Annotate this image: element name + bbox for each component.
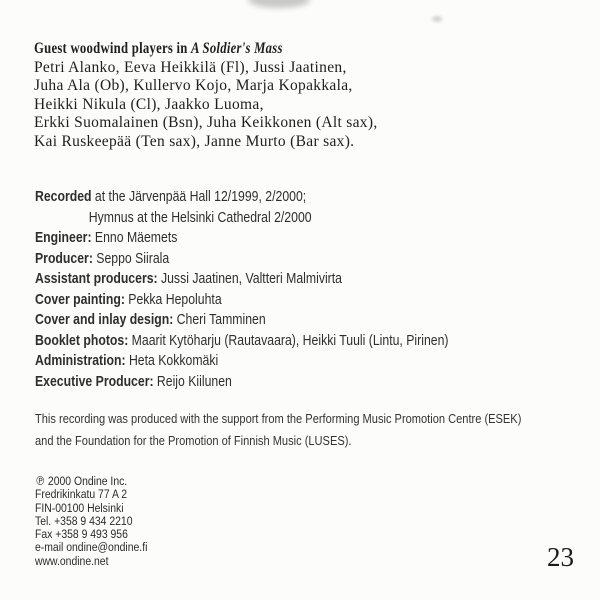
credit-label: Administration:: [35, 353, 126, 369]
credit-value: Jussi Jaatinen, Valtteri Malmivirta: [160, 271, 342, 287]
publisher-city: FIN-00100 Helsinki: [35, 500, 124, 515]
credit-line: [35, 331, 600, 352]
publisher-address-block: [35, 474, 600, 568]
credit-line: [35, 290, 600, 311]
credit-label: Cover painting:: [35, 291, 125, 308]
scan-smudge-icon: [248, 0, 310, 8]
publisher-website: www.ondine.net: [35, 553, 109, 568]
credit-label: Assistant producers:: [35, 271, 158, 287]
publisher-copyright-line: [35, 474, 600, 488]
credit-value: Reijo Kiilunen: [156, 373, 232, 390]
credit-line: [35, 249, 600, 270]
credit-line: [35, 269, 600, 290]
support-note-line: This recording was produced with the support from the Performing Music Promotion Centre (ESEK): [35, 411, 522, 426]
player-line: Kai Ruskeepää (Ten sax), Janne Murto (Bar sax).: [34, 132, 355, 150]
credit-line: [35, 351, 600, 372]
player-line: Petri Alanko, Eeva Heikkilä (Fl), Jussi Jaatinen,: [34, 58, 347, 76]
credit-value: Seppo Siirala: [96, 250, 170, 267]
credit-label: Booklet photos:: [35, 332, 129, 349]
scan-smudge-icon: [432, 16, 442, 22]
credit-label: Producer:: [35, 250, 93, 267]
support-note: [35, 408, 600, 451]
guest-players-section: [34, 40, 594, 152]
credits-section: [35, 187, 600, 392]
credit-line: [35, 310, 600, 331]
player-line: Heikki Nikula (Cl), Jaakko Luoma,: [34, 95, 264, 113]
publisher-phone: Tel. +358 9 434 2210: [35, 513, 133, 528]
publisher-fax: Fax +358 9 493 956: [35, 527, 128, 542]
credit-line: [35, 372, 600, 393]
credit-label: Recorded: [35, 189, 92, 205]
publisher-email: e-mail ondine@ondine.fi: [35, 540, 148, 555]
publisher-name: 2000 Ondine Inc.: [47, 474, 128, 488]
phonogram-copyright-icon: ℗: [35, 473, 46, 488]
player-line: Juha Ala (Ob), Kullervo Kojo, Marja Kopakkala,: [34, 77, 353, 95]
credit-value: at the Järvenpää Hall 12/1999, 2/2000;: [94, 189, 307, 205]
heading-text: Guest woodwind players in: [34, 40, 192, 57]
credit-line-recorded-continued: Hymnus at the Helsinki Cathedral 2/2000: [88, 209, 312, 226]
credit-value: Heta Kokkomäki: [128, 353, 219, 369]
credit-label: Executive Producer:: [35, 373, 154, 390]
credit-value: Enno Mäemets: [94, 230, 178, 246]
support-note-line: and the Foundation for the Promotion of Finnish Music (LUSES).: [35, 432, 352, 448]
credit-value: Maarit Kytöharju (Rautavaara), Heikki Tuuli (Lintu, Pirinen): [131, 332, 449, 349]
guest-section-heading: [34, 40, 493, 59]
publisher-street: Fredrikinkatu 77 A 2: [35, 487, 127, 502]
credit-label: Cover and inlay design:: [35, 312, 174, 328]
heading-work-title: A Soldier's Mass: [191, 40, 283, 57]
player-line: Erkki Suomalainen (Bsn), Juha Keikkonen (Alt sax),: [34, 114, 378, 132]
credit-value: Cheri Tamminen: [176, 312, 266, 328]
credit-value: Pekka Hepoluhta: [128, 291, 222, 308]
credit-label: Engineer:: [35, 230, 92, 246]
credit-line-recorded: [35, 187, 600, 208]
page-number: 23: [547, 542, 574, 572]
credit-line: [35, 228, 600, 249]
